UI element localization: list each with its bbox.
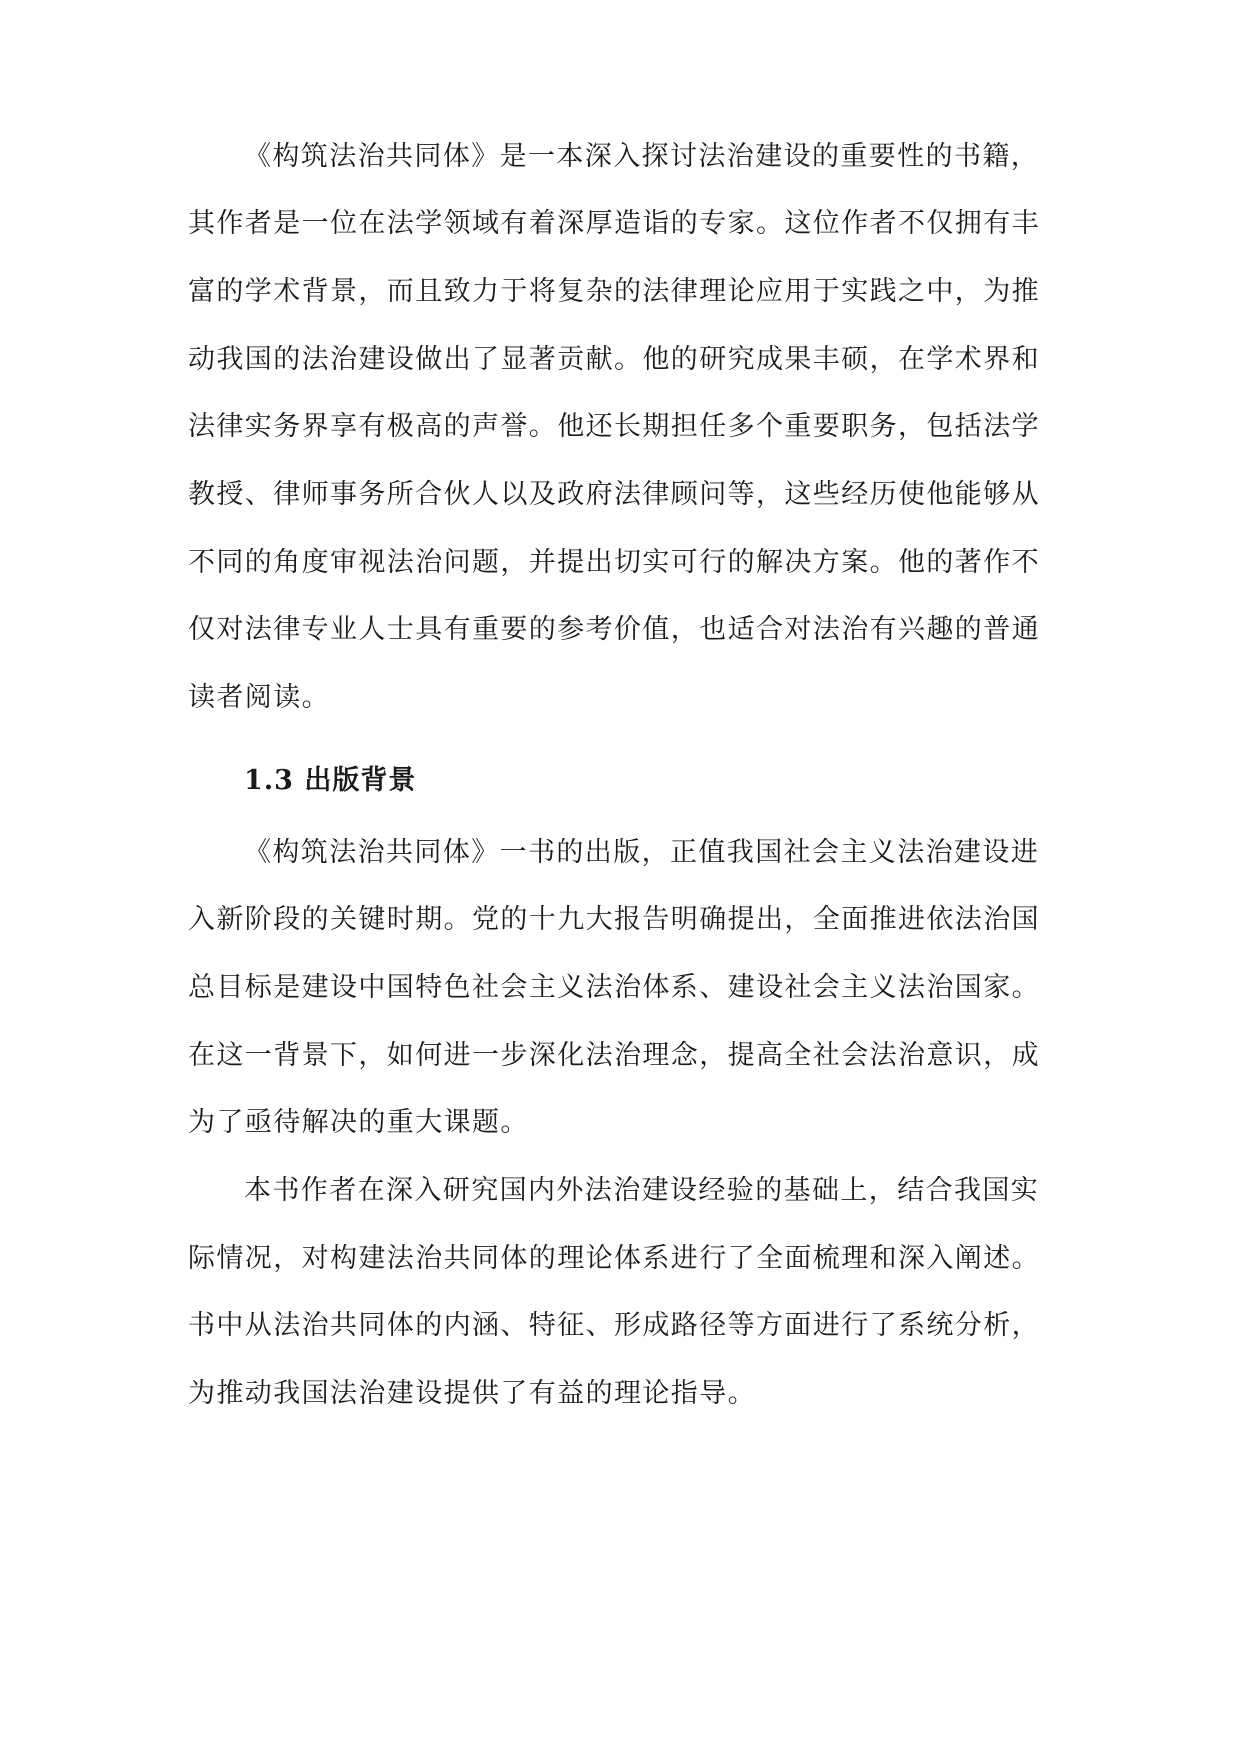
paragraph-line: 在这一背景下，如何进一步深化法治理念，提高全社会法治意识，成	[188, 1040, 1040, 1071]
paragraph-line: 《构筑法治共同体》一书的出版，正值我国社会主义法治建设进	[244, 837, 1040, 868]
paragraph-line: 不同的角度审视法治问题，并提出切实可行的解决方案。他的著作不	[188, 547, 1040, 578]
paragraph-line: 读者阅读。	[188, 682, 330, 713]
paragraph-line: 法律实务界享有极高的声誉。他还长期担任多个重要职务，包括法学	[188, 411, 1040, 442]
paragraph-line: 其作者是一位在法学领域有着深厚造诣的专家。这位作者不仅拥有丰	[188, 208, 1040, 239]
paragraph-line: 教授、律师事务所合伙人以及政府法律顾问等，这些经历使他能够从	[188, 479, 1040, 510]
paragraph-line: 动我国的法治建设做出了显著贡献。他的研究成果丰硕，在学术界和	[188, 344, 1040, 375]
paragraph-line: 《构筑法治共同体》是一本深入探讨法治建设的重要性的书籍，	[244, 141, 1040, 172]
paragraph-line: 富的学术背景，而且致力于将复杂的法律理论应用于实践之中，为推	[188, 276, 1040, 307]
paragraph-line: 总目标是建设中国特色社会主义法治体系、建设社会主义法治国家。	[188, 972, 1040, 1003]
paragraph-line: 入新阶段的关键时期。党的十九大报告明确提出，全面推进依法治国	[188, 904, 1040, 935]
section-heading: 1.3 出版背景	[244, 765, 417, 796]
paragraph-line: 为了亟待解决的重大课题。	[188, 1107, 529, 1138]
paragraph-line: 际情况，对构建法治共同体的理论体系进行了全面梳理和深入阐述。	[188, 1243, 1040, 1274]
paragraph-line: 书中从法治共同体的内涵、特征、形成路径等方面进行了系统分析，	[188, 1310, 1040, 1341]
paragraph-line: 仅对法律专业人士具有重要的参考价值，也适合对法治有兴趣的普通	[188, 614, 1040, 645]
paragraph-line: 为推动我国法治建设提供了有益的理论指导。	[188, 1378, 756, 1409]
paragraph-line: 本书作者在深入研究国内外法治建设经验的基础上，结合我国实	[244, 1175, 1040, 1206]
